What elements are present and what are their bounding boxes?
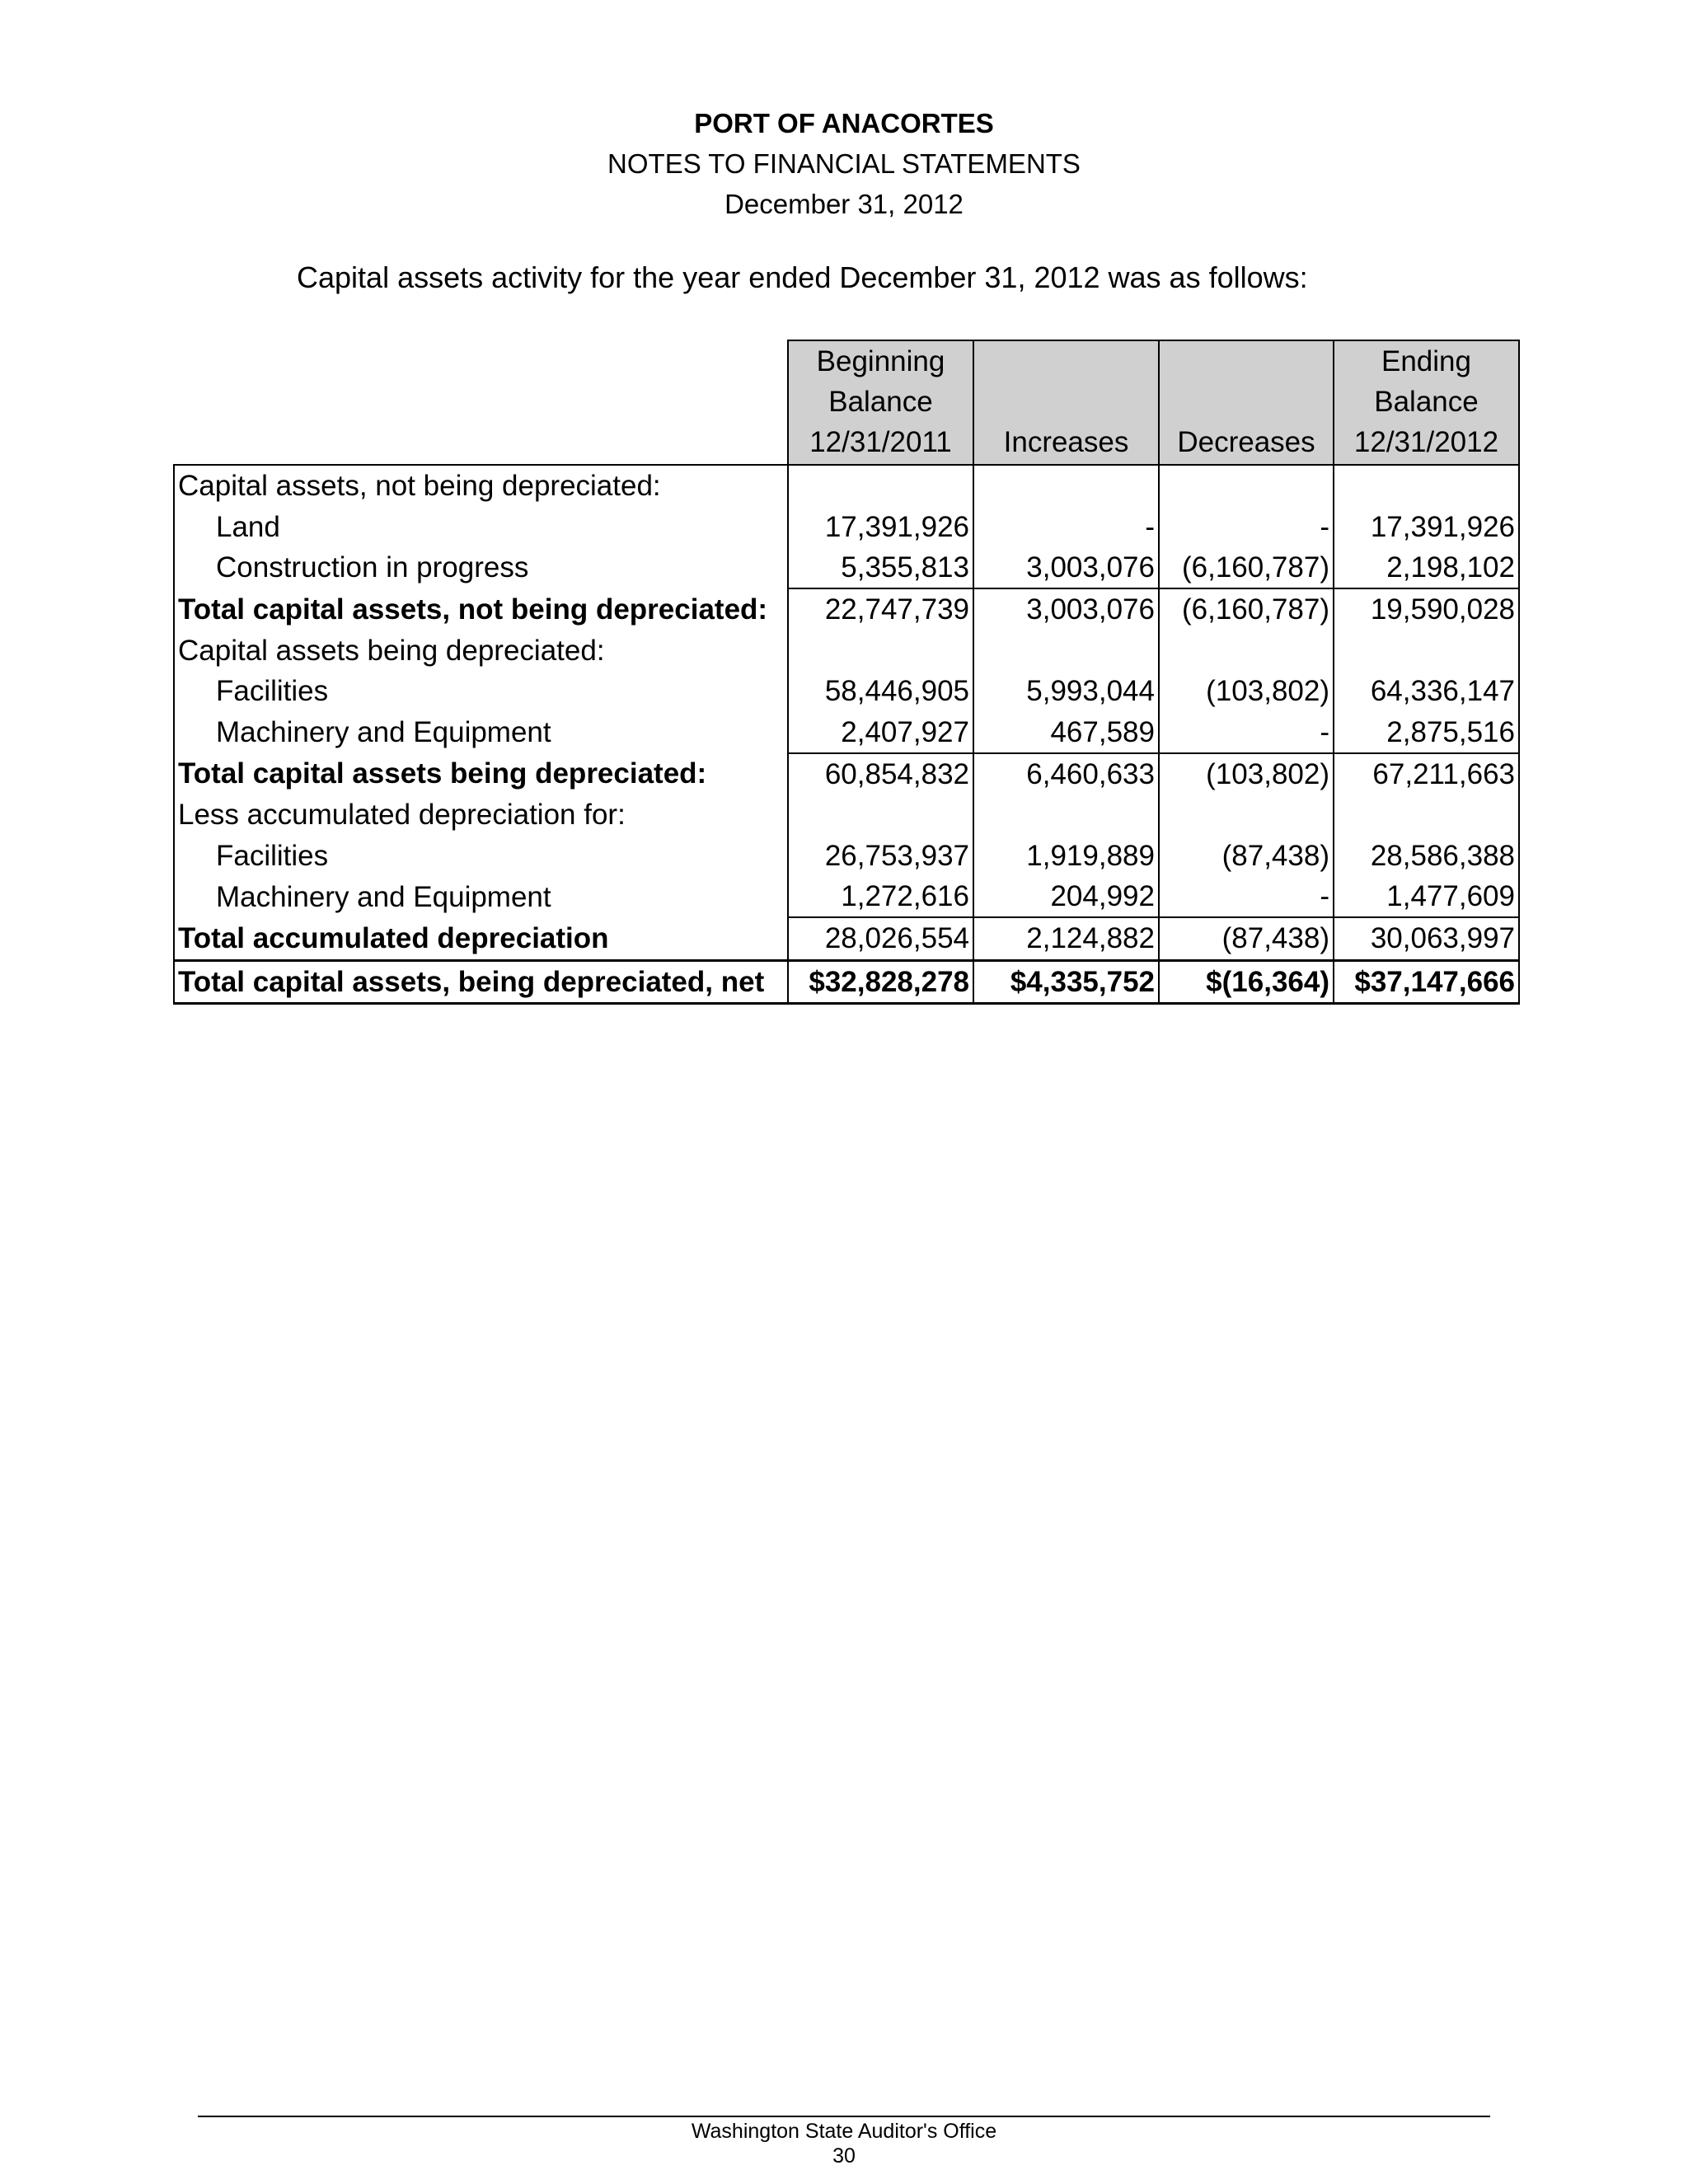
cell-value: 19,590,028 (1334, 588, 1519, 630)
row-label: Total capital assets being depreciated: (174, 753, 788, 794)
cell-value: 17,391,926 (1334, 506, 1519, 546)
cell-value (788, 794, 973, 835)
cell-value: (6,160,787) (1159, 588, 1334, 630)
cell-value: 2,875,516 (1334, 711, 1519, 752)
cell-value: 1,919,889 (973, 836, 1159, 876)
cell-value (1159, 794, 1334, 835)
cell-value (1159, 630, 1334, 671)
row-label: Facilities (174, 836, 788, 876)
column-header: Increases (973, 340, 1159, 465)
cell-value: 3,003,076 (973, 588, 1159, 630)
footer-divider (198, 2116, 1490, 2117)
cell-value: (87,438) (1159, 917, 1334, 960)
cell-value (1159, 465, 1334, 506)
cell-value: $4,335,752 (973, 960, 1159, 1003)
cell-value: 5,355,813 (788, 547, 973, 588)
column-header: Ending Balance 12/31/2012 (1334, 340, 1519, 465)
cell-value: 6,460,633 (973, 753, 1159, 794)
cell-value: (103,802) (1159, 753, 1334, 794)
cell-value: 17,391,926 (788, 506, 973, 546)
row-label: Machinery and Equipment (174, 876, 788, 917)
document-title: NOTES TO FINANCIAL STATEMENTS (607, 148, 1081, 179)
row-label: Machinery and Equipment (174, 711, 788, 752)
row-label: Total capital assets, being depreciated, net (174, 960, 788, 1003)
table-row (174, 465, 1519, 506)
table-row (174, 711, 1519, 752)
row-label: Total accumulated depreciation (174, 917, 788, 960)
cell-value: 467,589 (973, 711, 1159, 752)
header-blank (174, 340, 788, 465)
cell-value: 2,124,882 (973, 917, 1159, 960)
cell-value: 60,854,832 (788, 753, 973, 794)
table-row (174, 917, 1519, 960)
cell-value (973, 794, 1159, 835)
cell-value (1334, 794, 1519, 835)
table-row (174, 876, 1519, 917)
cell-value (788, 630, 973, 671)
cell-value: 1,272,616 (788, 876, 973, 917)
row-label: Less accumulated depreciation for: (174, 794, 788, 835)
table-row (174, 960, 1519, 1003)
row-label: Construction in progress (174, 547, 788, 588)
document-date: December 31, 2012 (724, 189, 964, 219)
cell-value: (103,802) (1159, 671, 1334, 711)
cell-value: 30,063,997 (1334, 917, 1519, 960)
cell-value: - (1159, 506, 1334, 546)
cell-value: $37,147,666 (1334, 960, 1519, 1003)
capital-assets-table (173, 340, 1520, 1005)
column-header: Decreases (1159, 340, 1334, 465)
organization-name: PORT OF ANACORTES (694, 108, 994, 138)
page-number: 30 (832, 2144, 856, 2168)
row-label: Total capital assets, not being depreciated: (174, 588, 788, 630)
cell-value: 204,992 (973, 876, 1159, 917)
cell-value: 2,198,102 (1334, 547, 1519, 588)
cell-value: 64,336,147 (1334, 671, 1519, 711)
row-label: Capital assets being depreciated: (174, 630, 788, 671)
cell-value: 67,211,663 (1334, 753, 1519, 794)
cell-value: 28,026,554 (788, 917, 973, 960)
footer-office: Washington State Auditor's Office (691, 2120, 997, 2143)
table-row (174, 588, 1519, 630)
cell-value (788, 465, 973, 506)
intro-text: Capital assets activity for the year ended December 31, 2012 was as follows: (297, 260, 1308, 294)
table-row (174, 753, 1519, 794)
row-label: Land (174, 506, 788, 546)
cell-value: 1,477,609 (1334, 876, 1519, 917)
table-row (174, 794, 1519, 835)
row-label: Facilities (174, 671, 788, 711)
row-label: Capital assets, not being depreciated: (174, 465, 788, 506)
cell-value: 3,003,076 (973, 547, 1159, 588)
column-header: Beginning Balance 12/31/2011 (788, 340, 973, 465)
cell-value: 26,753,937 (788, 836, 973, 876)
cell-value: - (1159, 876, 1334, 917)
cell-value (973, 630, 1159, 671)
cell-value: - (1159, 711, 1334, 752)
cell-value: - (973, 506, 1159, 546)
table-row (174, 671, 1519, 711)
table-row (174, 836, 1519, 876)
cell-value (1334, 630, 1519, 671)
table-row (174, 506, 1519, 546)
cell-value: 58,446,905 (788, 671, 973, 711)
cell-value: $(16,364) (1159, 960, 1334, 1003)
cell-value (1334, 465, 1519, 506)
cell-value: $32,828,278 (788, 960, 973, 1003)
document-header (0, 103, 1688, 224)
table-row (174, 630, 1519, 671)
table-row (174, 547, 1519, 588)
cell-value: 5,993,044 (973, 671, 1159, 711)
cell-value (973, 465, 1159, 506)
cell-value: 28,586,388 (1334, 836, 1519, 876)
cell-value: (6,160,787) (1159, 547, 1334, 588)
cell-value: 22,747,739 (788, 588, 973, 630)
cell-value: (87,438) (1159, 836, 1334, 876)
cell-value: 2,407,927 (788, 711, 973, 752)
